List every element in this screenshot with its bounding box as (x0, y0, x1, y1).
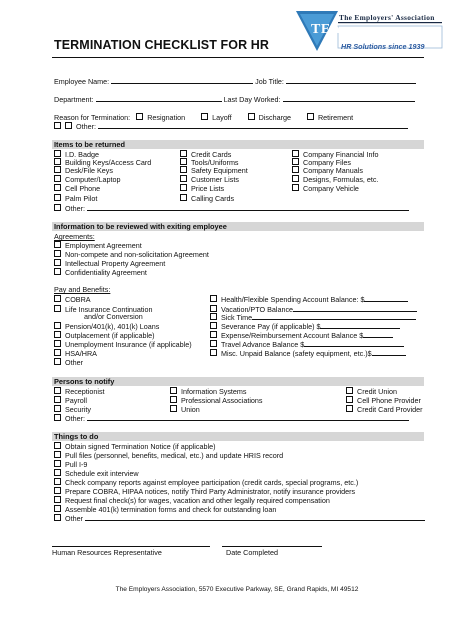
list-item[interactable]: Desk/File Keys (54, 166, 113, 175)
date-completed-label: Date Completed (226, 548, 278, 557)
date-completed-line[interactable] (222, 546, 322, 547)
list-item[interactable]: Customer Lists (180, 175, 239, 184)
things-to-do-heading: Things to do (52, 432, 424, 441)
list-item[interactable]: Request final check(s) for wages, vacation and other legally required compensation (54, 496, 330, 505)
list-item[interactable]: Company Vehicle (292, 184, 359, 193)
list-item[interactable]: Security (54, 405, 91, 414)
reason-other-field[interactable] (98, 122, 408, 129)
list-item[interactable]: Information Systems (170, 387, 247, 396)
list-item[interactable]: Calling Cards (180, 194, 234, 203)
list-item-other[interactable]: Other: (54, 204, 409, 213)
checkbox[interactable] (201, 113, 208, 120)
reason-other-label: Other: (76, 122, 96, 131)
list-item[interactable]: HSA/HRA (54, 349, 97, 358)
list-item[interactable]: Other (54, 358, 83, 367)
list-item[interactable]: Life Insurance Continuation (54, 305, 153, 314)
logo-tagline: HR Solutions since 1939 (341, 42, 425, 51)
persons-other-field[interactable] (87, 414, 409, 421)
page-title: TERMINATION CHECKLIST FOR HR (54, 38, 270, 52)
list-item[interactable]: Safety Equipment (180, 166, 248, 175)
title-rule (52, 57, 424, 58)
list-item[interactable]: Professional Associations (170, 396, 263, 405)
list-item-other[interactable]: Other (54, 514, 425, 523)
department-field[interactable] (96, 95, 222, 102)
list-item[interactable]: Obtain signed Termination Notice (if applicable) (54, 442, 215, 451)
employee-name-label: Employee Name: (54, 77, 110, 86)
list-item[interactable]: Payroll (54, 396, 87, 405)
list-item[interactable]: Designs, Formulas, etc. (292, 175, 379, 184)
job-title-label: Job Title: (255, 77, 284, 86)
list-item[interactable]: Outplacement (if applicable) (54, 331, 155, 340)
list-item-sub: and/or Conversion (84, 312, 143, 321)
items-other-field[interactable] (87, 204, 409, 211)
list-item[interactable]: Company Manuals (292, 166, 363, 175)
list-item[interactable]: Company Files (292, 158, 351, 167)
reason-discharge[interactable]: Discharge (248, 113, 291, 122)
list-item[interactable]: Price Lists (180, 184, 224, 193)
reason-resignation[interactable]: Resignation (136, 113, 185, 122)
list-item[interactable]: Severance Pay (if applicable) $ (210, 322, 400, 331)
checkbox[interactable] (65, 122, 72, 129)
reason-other-row (54, 122, 408, 131)
list-item[interactable]: Misc. Unpaid Balance (safety equipment, etc.)$ (210, 349, 406, 358)
reason-label: Reason for Termination: (54, 113, 131, 122)
list-item[interactable]: Company Financial Info (292, 150, 379, 159)
agreements-label: Agreements: (54, 232, 95, 241)
employee-name-row (54, 77, 416, 86)
list-item[interactable]: Prepare COBRA, HIPAA notices, notify Third Party Administrator, notify insurance providers (54, 487, 355, 496)
list-item[interactable]: COBRA (54, 295, 91, 304)
checkbox[interactable] (54, 122, 61, 129)
list-item[interactable]: Intellectual Property Agreement (54, 259, 165, 268)
list-item[interactable]: Employment Agreement (54, 241, 142, 250)
list-item[interactable]: Expense/Reimbursement Account Balance $ (210, 331, 393, 340)
department-row (54, 95, 415, 104)
reason-layoff[interactable]: Layoff (201, 113, 231, 122)
list-item[interactable]: Sick Time (210, 313, 416, 322)
list-item[interactable]: I.D. Badge (54, 150, 99, 159)
list-item[interactable]: Tools/Uniforms (180, 158, 239, 167)
checkbox[interactable] (136, 113, 143, 120)
list-item[interactable]: Pension/401(k), 401(k) Loans (54, 322, 159, 331)
footer-address: The Employers Association, 5570 Executive Parkway, SE, Grand Rapids, MI 49512 (115, 586, 359, 593)
list-item[interactable]: Building Keys/Access Card (54, 158, 151, 167)
checkbox[interactable] (248, 113, 255, 120)
list-item[interactable]: Credit Card Provider (346, 405, 423, 414)
last-day-field[interactable] (283, 95, 415, 102)
list-item[interactable]: Pull I-9 (54, 460, 87, 469)
info-review-heading: Information to be reviewed with exiting employee (52, 222, 424, 231)
list-item[interactable]: Credit Cards (180, 150, 231, 159)
list-item[interactable]: Union (170, 405, 200, 414)
list-item-other[interactable]: Other: (54, 414, 409, 423)
reason-row (54, 113, 353, 122)
last-day-label: Last Day Worked: (223, 95, 281, 104)
list-item[interactable]: Vacation/PTO Balance (210, 305, 417, 314)
hr-rep-label: Human Resources Representative (52, 548, 162, 557)
persons-notify-heading: Persons to notify (52, 377, 424, 386)
list-item[interactable]: Cell Phone Provider (346, 396, 421, 405)
items-returned-heading: Items to be returned (52, 140, 424, 149)
checkbox[interactable] (307, 113, 314, 120)
reason-retirement[interactable]: Retirement (307, 113, 353, 122)
department-label: Department: (54, 95, 94, 104)
list-item[interactable]: Pull files (personnel, benefits, medical, etc.) and update HRIS record (54, 451, 283, 460)
logo-acronym: TEA (311, 22, 342, 37)
list-item[interactable]: Check company reports against employee participation (credit cards, special programs, etc.) (54, 478, 358, 487)
todo-other-field[interactable] (85, 514, 425, 521)
list-item[interactable]: Confidentiality Agreement (54, 268, 147, 277)
list-item[interactable]: Assemble 401(k) termination forms and check for outstanding loan (54, 505, 276, 514)
pay-benefits-label: Pay and Benefits: (54, 285, 111, 294)
employee-name-field[interactable] (111, 77, 253, 84)
list-item[interactable]: Travel Advance Balance $ (210, 340, 404, 349)
list-item[interactable]: Schedule exit interview (54, 469, 139, 478)
list-item[interactable]: Receptionist (54, 387, 105, 396)
list-item[interactable]: Non-compete and non-solicitation Agreement (54, 250, 209, 259)
list-item[interactable]: Computer/Laptop (54, 175, 121, 184)
hr-rep-signature-line[interactable] (52, 546, 210, 547)
list-item[interactable]: Unemployment Insurance (if applicable) (54, 340, 192, 349)
job-title-field[interactable] (286, 77, 416, 84)
list-item[interactable]: Health/Flexible Spending Account Balance: $ (210, 295, 408, 304)
list-item[interactable]: Credit Union (346, 387, 397, 396)
list-item[interactable]: Cell Phone (54, 184, 100, 193)
logo-brand-name: The Employers' Association (339, 13, 435, 22)
list-item[interactable]: Palm Pilot (54, 194, 97, 203)
